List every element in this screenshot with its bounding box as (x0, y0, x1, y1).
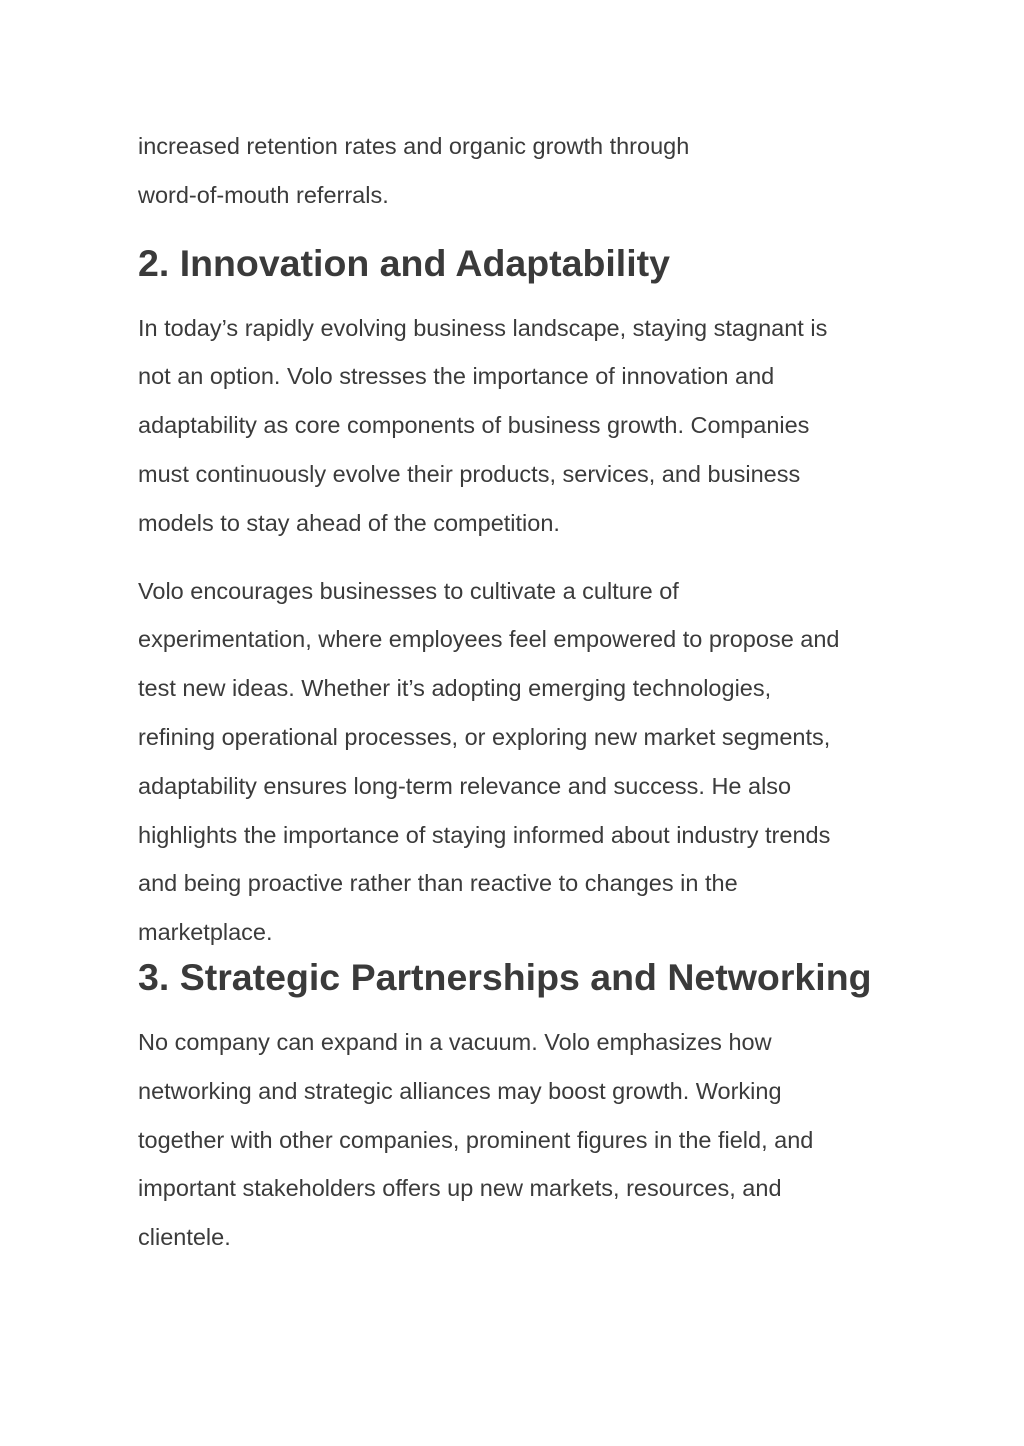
text-line: important stakeholders offers up new markets, resources, and (138, 1175, 782, 1202)
paragraph-partnerships (138, 1018, 898, 1262)
text-line: and being proactive rather than reactive to changes in the (138, 870, 738, 897)
text-line: not an option. Volo stresses the importance of innovation and (138, 363, 775, 390)
document-page (138, 122, 898, 1262)
section-heading-partnerships: 3. Strategic Partnerships and Networking (138, 955, 872, 998)
text-line: must continuously evolve their products, services, and business (138, 460, 801, 487)
text-line: clientele. (138, 1224, 231, 1251)
text-line: highlights the importance of staying informed about industry trends (138, 821, 831, 848)
text-line: experimentation, where employees feel empowered to propose and (138, 626, 840, 653)
text-line: marketplace. (138, 919, 273, 946)
intro-paragraph (138, 122, 898, 220)
paragraph-innovation-1 (138, 304, 898, 548)
text-line: Volo encourages businesses to cultivate a culture of (138, 577, 679, 604)
text-line: adaptability as core components of business growth. Companies (138, 412, 810, 439)
text-line: networking and strategic alliances may boost growth. Working (138, 1077, 782, 1104)
text-line: adaptability ensures long-term relevance and success. He also (138, 772, 792, 799)
text-line: refining operational processes, or exploring new market segments, (138, 723, 831, 750)
text-line: test new ideas. Whether it’s adopting emerging technologies, (138, 675, 772, 702)
text-line: models to stay ahead of the competition. (138, 509, 560, 536)
section-heading-innovation: 2. Innovation and Adaptability (138, 241, 670, 284)
paragraph-innovation-2 (138, 567, 898, 957)
text-line: together with other companies, prominent figures in the field, and (138, 1126, 814, 1153)
text-line: No company can expand in a vacuum. Volo emphasizes how (138, 1028, 772, 1055)
text-line: word-of-mouth referrals. (138, 181, 389, 208)
text-line: In today’s rapidly evolving business landscape, staying stagnant is (138, 314, 828, 341)
text-line: increased retention rates and organic growth through (138, 133, 690, 159)
